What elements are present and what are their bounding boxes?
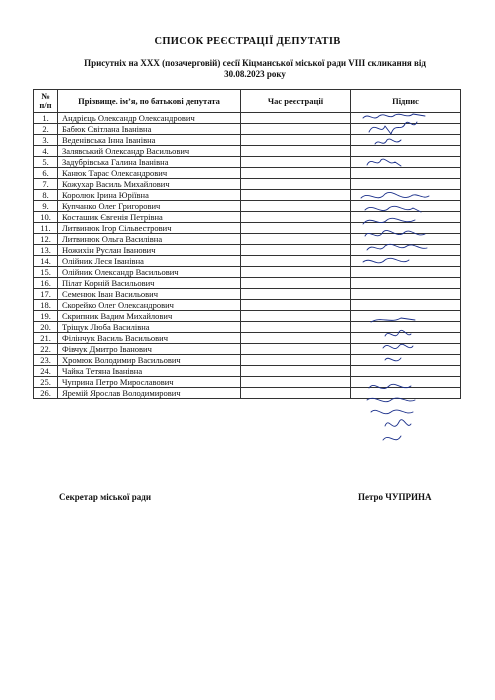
registration-time: [241, 234, 351, 245]
deputy-name: Веденівська Інна Іванівна: [58, 135, 241, 146]
deputy-name: Хромюк Володимир Васильович: [58, 355, 241, 366]
registration-time: [241, 289, 351, 300]
table-row: [34, 344, 461, 355]
footer-signer: Петро ЧУПРИНА: [358, 492, 432, 502]
signature-cell: [351, 168, 461, 179]
row-number: 22.: [34, 344, 58, 355]
registration-table: [33, 89, 461, 399]
signature-cell: [351, 135, 461, 146]
registration-time: [241, 146, 351, 157]
signature-cell: [351, 190, 461, 201]
deputy-name: Тріщук Люба Василівна: [58, 322, 241, 333]
registration-time: [241, 223, 351, 234]
signature-cell: [351, 300, 461, 311]
registration-time: [241, 168, 351, 179]
registration-time: [241, 267, 351, 278]
table-row: [34, 234, 461, 245]
signature-cell: [351, 146, 461, 157]
document-title: СПИСОК РЕЄСТРАЦІЇ ДЕПУТАТІВ: [154, 36, 341, 47]
registration-time: [241, 344, 351, 355]
deputy-name: Олійник Леся Іванівна: [58, 256, 241, 267]
row-number: 9.: [34, 201, 58, 212]
table-row: [34, 355, 461, 366]
table-row: [34, 322, 461, 333]
deputy-name: Ножихін Руслан Іванович: [58, 245, 241, 256]
row-number: 20.: [34, 322, 58, 333]
row-number: 7.: [34, 179, 58, 190]
registration-time: [241, 377, 351, 388]
deputy-name: Литвинюк Ігор Сільвестрович: [58, 223, 241, 234]
table-row: [34, 388, 461, 399]
row-number: 25.: [34, 377, 58, 388]
header-number: [34, 90, 58, 113]
deputy-name: Пілат Корній Васильович: [58, 278, 241, 289]
signature-cell: [351, 366, 461, 377]
registration-time: [241, 278, 351, 289]
row-number: 1.: [34, 113, 58, 124]
footer-position: Секретар міської ради: [59, 492, 152, 502]
registration-time: [241, 212, 351, 223]
registration-time: [241, 179, 351, 190]
signature-cell: [351, 289, 461, 300]
deputy-name: Королюк Ірина Юріївна: [58, 190, 241, 201]
table-row: [34, 135, 461, 146]
row-number: 8.: [34, 190, 58, 201]
row-number: 18.: [34, 300, 58, 311]
deputy-name: Кожухар Василь Михайлович: [58, 179, 241, 190]
table-row: [34, 212, 461, 223]
registration-time: [241, 366, 351, 377]
row-number: 5.: [34, 157, 58, 168]
registration-time: [241, 355, 351, 366]
table-row: [34, 201, 461, 212]
registration-time: [241, 190, 351, 201]
subtitle-line-1: Присутніх на XXX (позачерговій) сесії Кіцманської міської ради VIII скликання від: [84, 58, 426, 68]
row-number: 14.: [34, 256, 58, 267]
deputy-name: Фівчук Дмитро Іванович: [58, 344, 241, 355]
signature-cell: [351, 157, 461, 168]
row-number: 24.: [34, 366, 58, 377]
signature-cell: [351, 355, 461, 366]
deputy-name: Бабюк Світлана Іванівна: [58, 124, 241, 135]
signature-24: [385, 420, 411, 427]
table-row: [34, 190, 461, 201]
deputy-name: Купчанко Олег Григорович: [58, 201, 241, 212]
registration-time: [241, 388, 351, 399]
row-number: 19.: [34, 311, 58, 322]
signature-23: [371, 410, 413, 414]
header-signature: Підпис: [351, 90, 461, 113]
registration-time: [241, 300, 351, 311]
deputy-name: Канюк Тарас Олександрович: [58, 168, 241, 179]
row-number: 15.: [34, 267, 58, 278]
table-row: [34, 146, 461, 157]
table-row: [34, 256, 461, 267]
table-row: [34, 157, 461, 168]
deputy-name: Косташик Євгенія Петрівна: [58, 212, 241, 223]
table-row: [34, 223, 461, 234]
table-row: [34, 377, 461, 388]
signature-cell: [351, 212, 461, 223]
deputy-name: Скрипник Вадим Михайлович: [58, 311, 241, 322]
header-number-line2: п/п: [39, 100, 52, 110]
row-number: 2.: [34, 124, 58, 135]
table-row: [34, 333, 461, 344]
registration-time: [241, 135, 351, 146]
registration-time: [241, 245, 351, 256]
header-number-line1: №: [41, 91, 50, 101]
signature-cell: [351, 322, 461, 333]
signature-cell: [351, 377, 461, 388]
signature-cell: [351, 223, 461, 234]
row-number: 16.: [34, 278, 58, 289]
header-name: Прізвище. ім’я, по батькові депутата: [58, 90, 241, 113]
table-row: [34, 300, 461, 311]
table-row: [34, 113, 461, 124]
signature-cell: [351, 179, 461, 190]
signature-cell: [351, 344, 461, 355]
deputy-name: Литвинюк Ольга Василівна: [58, 234, 241, 245]
signature-cell: [351, 234, 461, 245]
header-time: Час реєстрації: [241, 90, 351, 113]
registration-time: [241, 201, 351, 212]
registration-time: [241, 322, 351, 333]
signature-cell: [351, 201, 461, 212]
deputy-name: Філінчук Василь Васильович: [58, 333, 241, 344]
registration-time: [241, 157, 351, 168]
row-number: 11.: [34, 223, 58, 234]
signature-cell: [351, 388, 461, 399]
deputy-name: Скорейко Олег Олександрович: [58, 300, 241, 311]
signature-cell: [351, 278, 461, 289]
deputy-name: Андрієць Олександр Олександрович: [58, 113, 241, 124]
signature-cell: [351, 311, 461, 322]
row-number: 23.: [34, 355, 58, 366]
registration-time: [241, 333, 351, 344]
table-row: [34, 124, 461, 135]
table-row: [34, 311, 461, 322]
table-row: [34, 168, 461, 179]
table-row: [34, 289, 461, 300]
table-header-row: [34, 90, 461, 113]
registration-time: [241, 113, 351, 124]
row-number: 10.: [34, 212, 58, 223]
registration-time: [241, 124, 351, 135]
registration-time: [241, 256, 351, 267]
row-number: 3.: [34, 135, 58, 146]
deputy-name: Чайка Тетяна Іванівна: [58, 366, 241, 377]
deputy-name: Олійник Олександр Васильович: [58, 267, 241, 278]
row-number: 6.: [34, 168, 58, 179]
row-number: 12.: [34, 234, 58, 245]
signature-cell: [351, 245, 461, 256]
table-row: [34, 179, 461, 190]
row-number: 21.: [34, 333, 58, 344]
deputy-name: Семенюк Іван Васильович: [58, 289, 241, 300]
table-row: [34, 278, 461, 289]
deputy-name: Задубрівська Галина Іванівна: [58, 157, 241, 168]
row-number: 17.: [34, 289, 58, 300]
subtitle-line-2: 30.08.2023 року: [224, 69, 286, 79]
deputy-name: Залявський Олександр Васильович: [58, 146, 241, 157]
row-number: 26.: [34, 388, 58, 399]
signature-cell: [351, 124, 461, 135]
table-row: [34, 245, 461, 256]
signature-cell: [351, 267, 461, 278]
signature-cell: [351, 113, 461, 124]
row-number: 4.: [34, 146, 58, 157]
deputy-name: Яремій Ярослав Володимирович: [58, 388, 241, 399]
signature-cell: [351, 256, 461, 267]
table-row: [34, 366, 461, 377]
row-number: 13.: [34, 245, 58, 256]
signature-cell: [351, 333, 461, 344]
document-subtitle: [40, 58, 470, 80]
registration-time: [241, 311, 351, 322]
signature-25: [383, 436, 401, 440]
deputy-name: Чуприна Петро Мирославович: [58, 377, 241, 388]
table-row: [34, 267, 461, 278]
